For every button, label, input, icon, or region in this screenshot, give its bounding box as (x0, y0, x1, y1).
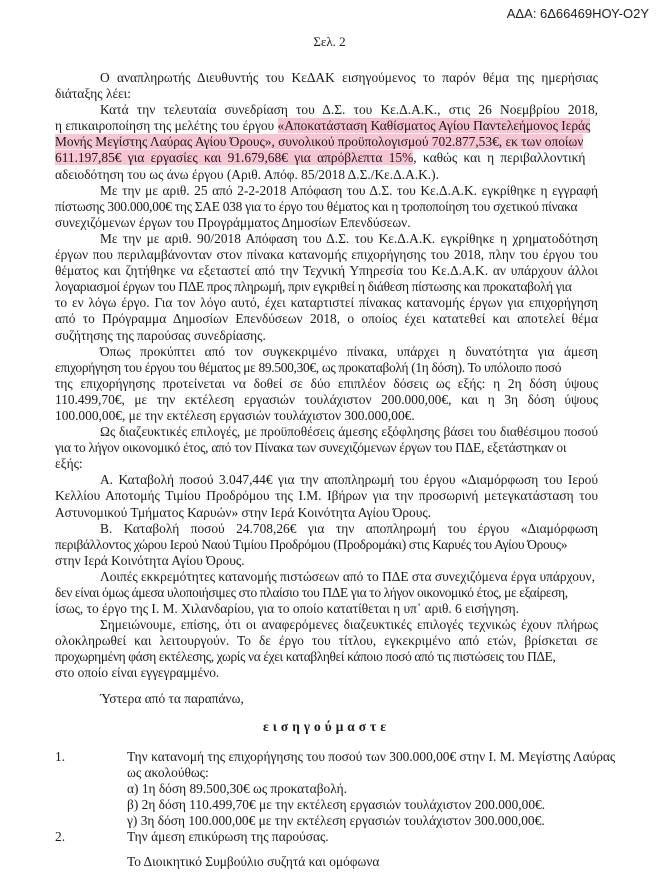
paragraph-2 (55, 183, 598, 231)
text-line: περιβάλλοντος χώρου Ιερού Ναού Τιμίου Προδρόμου (Προδρομάκι) στις Καρυές του Αγίου Όρους» (55, 536, 568, 552)
text-line: της επιχορήγησης προτείνεται να δοθεί σε δύο επιπλέον δόσεις ως εξής: η 2η δόση ύψους (55, 375, 598, 391)
text-line: στην Ιερά Κοινότητα Αγίου Όρους. (55, 552, 245, 568)
page-number: Σελ. 2 (313, 34, 346, 49)
text-line: δεν είναι όμως άμεσα υλοποιήσιμες στο πλαίσιο του ΠΔΕ για το λήγον οικονομικό έτος, με εξαίρεση, (55, 585, 568, 600)
text-line (55, 134, 598, 150)
text-line: Β. Καταβολή ποσού 24.708,26€ για την αποπληρωμή του έργου «Διαμόρφωση (100, 520, 598, 536)
intro-paragraph (55, 70, 598, 102)
item-number: 1. (55, 748, 66, 764)
highlighted-text: «Αποκατάσταση Καθίσματος Αγίου Παντελεήμονος Ιεράς (277, 118, 591, 134)
text-line: ολοκληρωθεί και λειτουργούν. Το δε έργο του τίτλου, εγκεκριμένο από ετών, βρίσκεται σε (55, 633, 598, 649)
text-line: πίστωσης 300.000,00€ της ΣΑΕ 038 για το έργο του θέματος και η τροποποίηση του σχετικού πίνακα (55, 198, 578, 214)
text-line: στο οποίο είναι εγγεγραμμένο. (55, 665, 220, 681)
text-line: συνεχιζόμενων έργων του Προγράμματος Δημοσίων Επενδύσεων. (55, 214, 411, 230)
paragraph-4 (55, 344, 598, 424)
text-line: Ως διαζευκτικές επιλογές, με προϋποθέσεις άμεσης εξόφλησης βάσει του διαθέσιμου ποσού (100, 424, 598, 440)
highlighted-text: 611.197,85€ για εργασίες και 91.679,68€ για απρόβλεπτα 15% (55, 150, 414, 166)
text-line: για το λήγον οικονομικό έτος, από τον Πίνακα των συνεχιζόμενων έργων του ΠΔΕ, εξετάστηκαν οι (55, 440, 567, 456)
text-line: η επικαιροποίηση της μελέτης του έργου «Αποκατάσταση Καθίσματος Αγίου Παντελεήμονος Ιεράς (55, 118, 591, 134)
text-line: ως ακολούθως: (127, 764, 209, 780)
paragraph-3 (55, 231, 598, 344)
text-line: Με την με αριθ. 25 από 2-2-2018 Απόφαση του Δ.Σ. του Κε.Δ.Α.Κ. εγκρίθηκε η εγγραφή (100, 182, 598, 198)
paragraph-5 (55, 424, 598, 472)
text-line: διάταξης λέει: (55, 86, 132, 102)
text-line: προχωρημένη φάση εκτέλεσης, χωρίς να έχει καταβληθεί κάποιο ποσό από τις πιστώσεις του ΠΔΕ, (55, 649, 556, 665)
text-line: Κατά την τελευταία συνεδρίαση του Δ.Σ. του Κε.Δ.Α.Κ., στις 26 Νοεμβρίου 2018, (100, 102, 598, 118)
text-line: 100.000,00€, με την εκτέλεση εργασιών τουλάχιστον 300.000,00€. (55, 407, 415, 423)
text-line: Α. Καταβολή ποσού 3.047,44€ για την αποπληρωμή του έργου «Διαμόρφωση του Ιερού (100, 472, 598, 488)
text-line: το εν λόγω έργο. Για τον λόγο αυτό, έχει καταρτιστεί πίνακας κατανομής έργων για επιχορήγηση (55, 295, 598, 311)
text-line: Σημειώνουμε, επίσης, ότι οι αναφερόμενες διαζευκτικές επιλογές τεχνικώς έχουν πλήρως (100, 617, 598, 633)
text-line: αδειοδότηση του ως άνω έργου (Αριθ. Απόφ. 85/2018 Δ.Σ./Κε.Δ.Α.Κ.). (55, 166, 439, 182)
text-line: Την άμεση επικύρωση της παρούσας. (127, 829, 329, 845)
highlighted-text: Μονής Μεγίστης Λαύρας Αγίου Όρους», συνολικού προϋπολογισμού 702.877,53€, εκ των οποίων (55, 134, 584, 150)
text-line: 611.197,85€ για εργασίες και 91.679,68€ για απρόβλεπτα 15%, καθώς και η περιβαλλοντική (55, 150, 586, 166)
text-line: γ) 3η δόση 100.000,00€ με την εκτέλεση εργασιών τουλάχιστον 300.000,00€. (127, 813, 545, 829)
paragraph-7 (55, 617, 598, 681)
option-b (55, 521, 598, 569)
text-line: Λοιπές εκκρεμότητες κατανομής πιστώσεων από το ΠΔΕ στα συνεχιζόμενα έργα υπάρχουν, (100, 568, 595, 584)
text-line: Αστυνομικού Τμήματος Καρυών» στην Ιερά Κοινότητα Αγίου Όρους. (55, 504, 432, 520)
text-line: Όπως προκύπτει από τον συγκεκριμένο πίνακα, υπάρχει η δυνατότητα για άμεση (100, 343, 598, 359)
text-line: θέματος και ζητήθηκε να εξεταστεί από την Τεχνική Υπηρεσία του Κε.Δ.Α.Κ. αν υπάρχουν άλλοι (55, 263, 598, 279)
text-line: β) 2η δόση 110.499,70€ με την εκτέλεση εργασιών τουλάχιστον 200.000,00€. (127, 797, 546, 813)
closing-text: Το Διοικητικό Συμβούλιο συζητά και ομόφωνα (127, 854, 380, 870)
section-heading: εισηγούμαστε (263, 718, 390, 734)
ada-code: ΑΔΑ: 6Δ66469ΗΟΥ-Ο2Υ (506, 6, 649, 21)
item-number: 2. (55, 829, 66, 845)
after-text: Ύστερα από τα παραπάνω, (100, 690, 244, 706)
option-a (55, 472, 598, 520)
text-line: λογαριασμοί έργων του ΠΔΕ προς πληρωμή, πριν εγκριθεί η διάθεση πίστωσης και προκαταβολή για (55, 279, 572, 295)
paragraph-6 (55, 569, 598, 617)
text-line: Ο αναπληρωτής Διευθυντής του ΚεΔΑΚ εισηγούμενος το παρόν θέμα της ημερήσιας (100, 70, 598, 85)
text-line: 110.499,70€, με την εκτέλεση εργασιών τουλάχιστον 200.000,00€, και η 3η δόση ύψους (55, 391, 598, 407)
document-body (55, 70, 616, 870)
text-line: Κελλίου Αποτομής Τιμίου Προδρόμου της Ι.Μ. Ιβήρων για την προσωρινή μετεγκατάσταση του (55, 488, 598, 504)
paragraph-1 (55, 102, 598, 182)
text-line: Την κατανομή της επιχορήγησης του ποσού των 300.000,00€ στην Ι. Μ. Μεγίστης Λαύρας (127, 748, 616, 764)
text-line: συζήτησης της παρούσας συνεδρίασης. (55, 327, 266, 343)
text-line: α) 1η δόση 89.500,30€ ως προκαταβολή. (127, 780, 347, 796)
list-item (55, 748, 616, 829)
text-line: ίσως, το έργο της Ι. Μ. Χιλανδαρίου, για το οποίο κατατίθεται η υπ᾽ αριθ. 6 εισήγηση. (55, 601, 520, 617)
text-line: Με την με αριθ. 90/2018 Απόφαση του Δ.Σ. του Κε.Δ.Α.Κ. εγκρίθηκε η χρηματοδότηση (100, 230, 598, 246)
text-line: επιχορήγηση του έργου του θέματος με 89.500,30€, ως προκαταβολή (1η δόση). Το υπόλοιπο ποσό (55, 359, 562, 375)
list-item (55, 829, 598, 845)
text-line: από το Πρόγραμμα Δημοσίων Επενδύσεων 2018, ο οποίος έχει κατατεθεί και αποτελεί θέμα (55, 311, 598, 327)
text-line: έργων που περιλαμβάνονταν στον πίνακα κατανομής επιχορήγησης του 2018, πλην του έργου του (55, 247, 598, 263)
text-line: εξής: (55, 456, 83, 472)
